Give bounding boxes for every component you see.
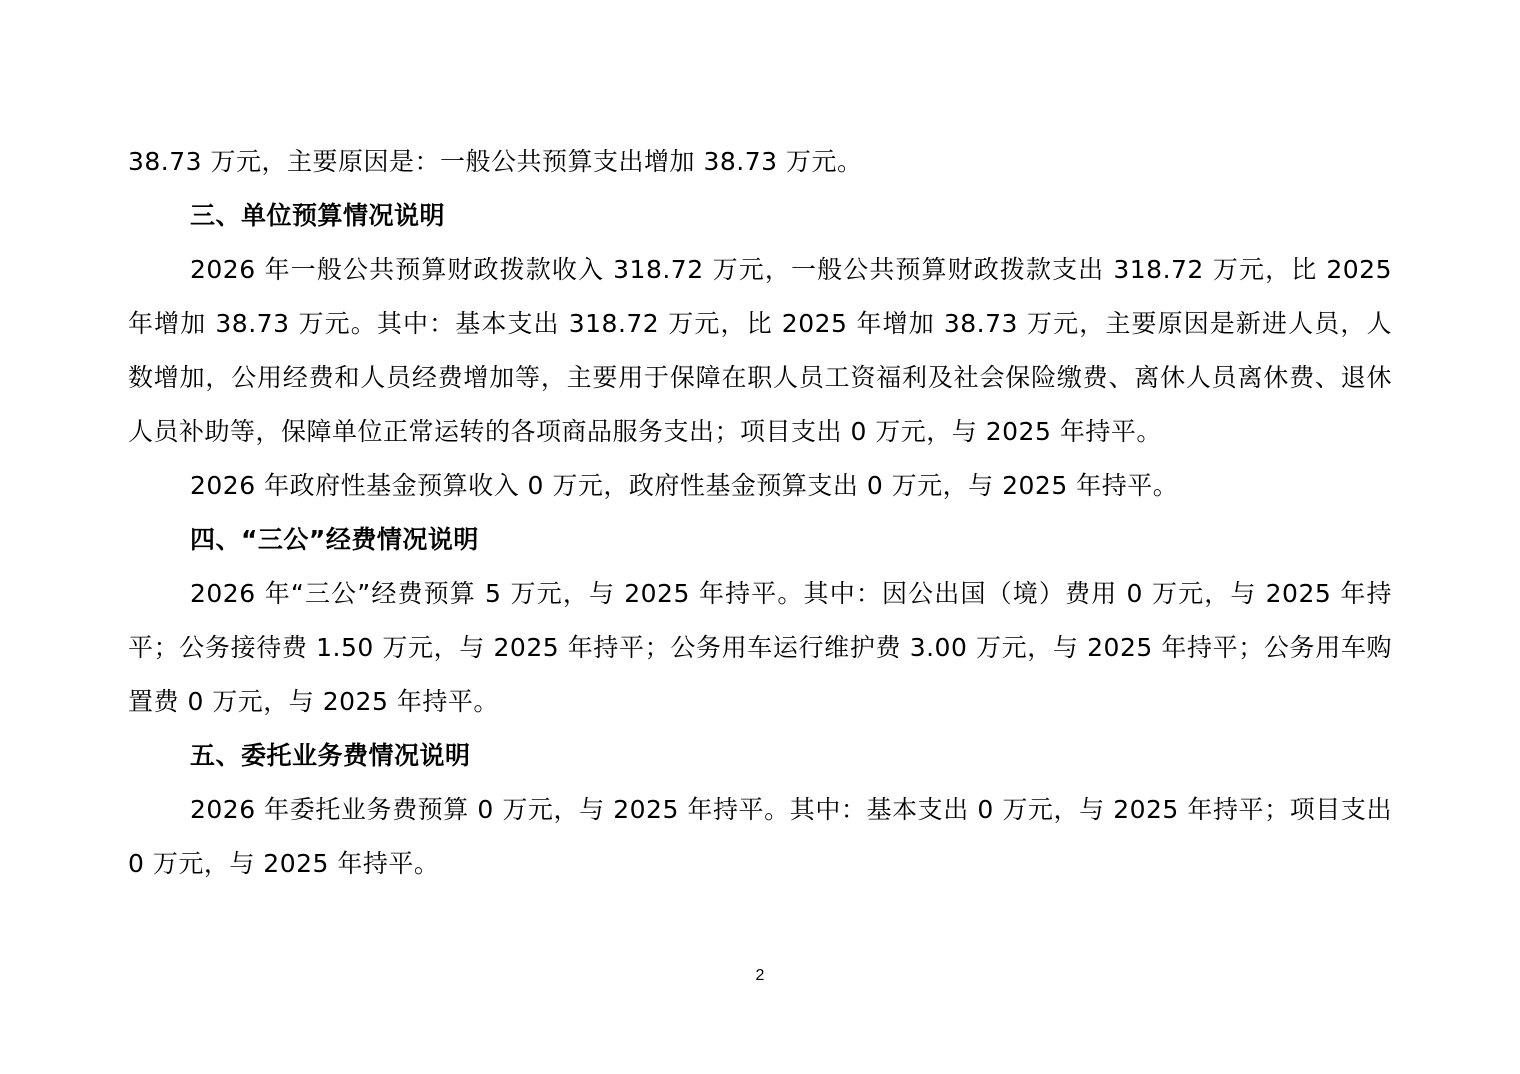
paragraph-three-public-expenses: 2026 年“三公”经费预算 5 万元，与 2025 年持平。其中：因公出国（境）费用 0 万元，与 2025 年持平；公务接待费 1.50 万元，与 2025 年持平；公务用车运行维护费 3.00 万元，与 2025 年持平；公务用车购置费 0 万元，与 2025 年持平。 bbox=[128, 579, 1392, 716]
section-heading-three-public-expenses: 四、“三公”经费情况说明 bbox=[190, 525, 479, 554]
page-number: 2 bbox=[755, 967, 765, 984]
section-heading-commissioned-business: 五、委托业务费情况说明 bbox=[190, 741, 471, 770]
paragraph-general-budget: 2026 年一般公共预算财政拨款收入 318.72 万元，一般公共预算财政拨款支出 318.72 万元，比 2025 年增加 38.73 万元。其中：基本支出 318.72 万元，比 2025 年增加 38.73 万元，主要原因是新进人员，人数增加，公用经费和人员经费增加等，主要用于保障在职人员工资福利及社会保险缴费、离休人员离休费、退休人员补助等，保障单位正常运转的各项商品服务支出；项目支出 0 万元，与 2025 年持平。 bbox=[128, 255, 1392, 446]
paragraph-continued: 38.73 万元，主要原因是：一般公共预算支出增加 38.73 万元。 bbox=[128, 147, 863, 176]
document-body bbox=[128, 135, 1392, 891]
section-heading-unit-budget: 三、单位预算情况说明 bbox=[190, 201, 446, 230]
paragraph-government-fund: 2026 年政府性基金预算收入 0 万元，政府性基金预算支出 0 万元，与 2025 年持平。 bbox=[190, 471, 1179, 500]
paragraph-commissioned-business: 2026 年委托业务费预算 0 万元，与 2025 年持平。其中：基本支出 0 万元，与 2025 年持平；项目支出 0 万元，与 2025 年持平。 bbox=[128, 795, 1392, 878]
